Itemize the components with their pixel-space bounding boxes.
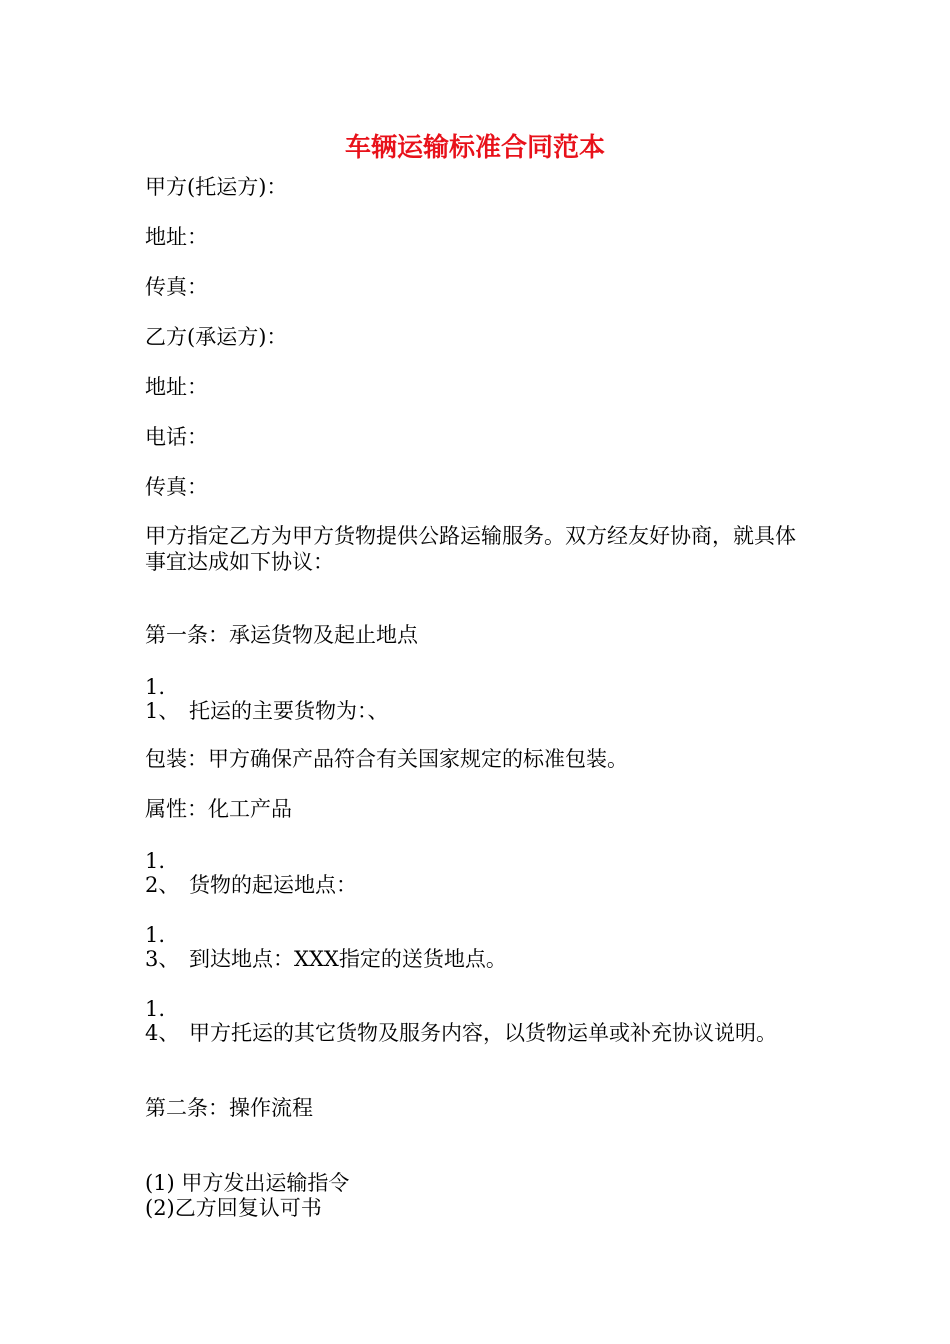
document-title: 车辆运输标准合同范本 bbox=[344, 133, 605, 163]
packaging-text: 包装：甲方确保产品符合有关国家规定的标准包装。 bbox=[145, 747, 628, 771]
step-item: (2)乙方回复认可书 bbox=[145, 1196, 322, 1220]
party-b-phone: 电话： bbox=[145, 425, 208, 449]
party-b-label: 乙方(承运方)： bbox=[145, 325, 288, 349]
party-b-address: 地址： bbox=[145, 375, 208, 399]
item-number: 1、 bbox=[145, 699, 180, 723]
party-a-fax: 传真： bbox=[145, 275, 208, 299]
item-number: 4、 bbox=[145, 1021, 180, 1045]
list-item bbox=[145, 1020, 815, 1046]
item-text: 货物的起运地点： bbox=[189, 873, 357, 897]
item-number: 2、 bbox=[145, 873, 180, 897]
list-marker: 1. bbox=[145, 923, 166, 947]
article-1-heading: 第一条：承运货物及起止地点 bbox=[145, 623, 418, 647]
party-a-address: 地址： bbox=[145, 225, 208, 249]
party-a-label: 甲方(托运方)： bbox=[145, 175, 288, 199]
list-item bbox=[145, 872, 815, 898]
intro-paragraph: 甲方指定乙方为甲方货物提供公路运输服务。双方经友好协商，就具体事宜达成如下协议： bbox=[145, 524, 796, 574]
item-number: 3、 bbox=[145, 947, 180, 971]
party-b-fax: 传真： bbox=[145, 475, 208, 499]
item-text: 甲方托运的其它货物及服务内容，以货物运单或补充协议说明。 bbox=[189, 1021, 777, 1045]
article-2-heading: 第二条：操作流程 bbox=[145, 1096, 313, 1120]
step-item: (1) 甲方发出运输指令 bbox=[145, 1171, 350, 1195]
list-item bbox=[145, 946, 815, 972]
list-marker: 1. bbox=[145, 997, 166, 1021]
property-text: 属性：化工产品 bbox=[145, 797, 292, 821]
list-marker: 1. bbox=[145, 849, 166, 873]
item-text: 到达地点：XXX指定的送货地点。 bbox=[189, 947, 507, 971]
list-marker: 1. bbox=[145, 675, 166, 699]
list-item bbox=[145, 698, 815, 724]
item-text: 托运的主要货物为：、 bbox=[189, 699, 389, 723]
